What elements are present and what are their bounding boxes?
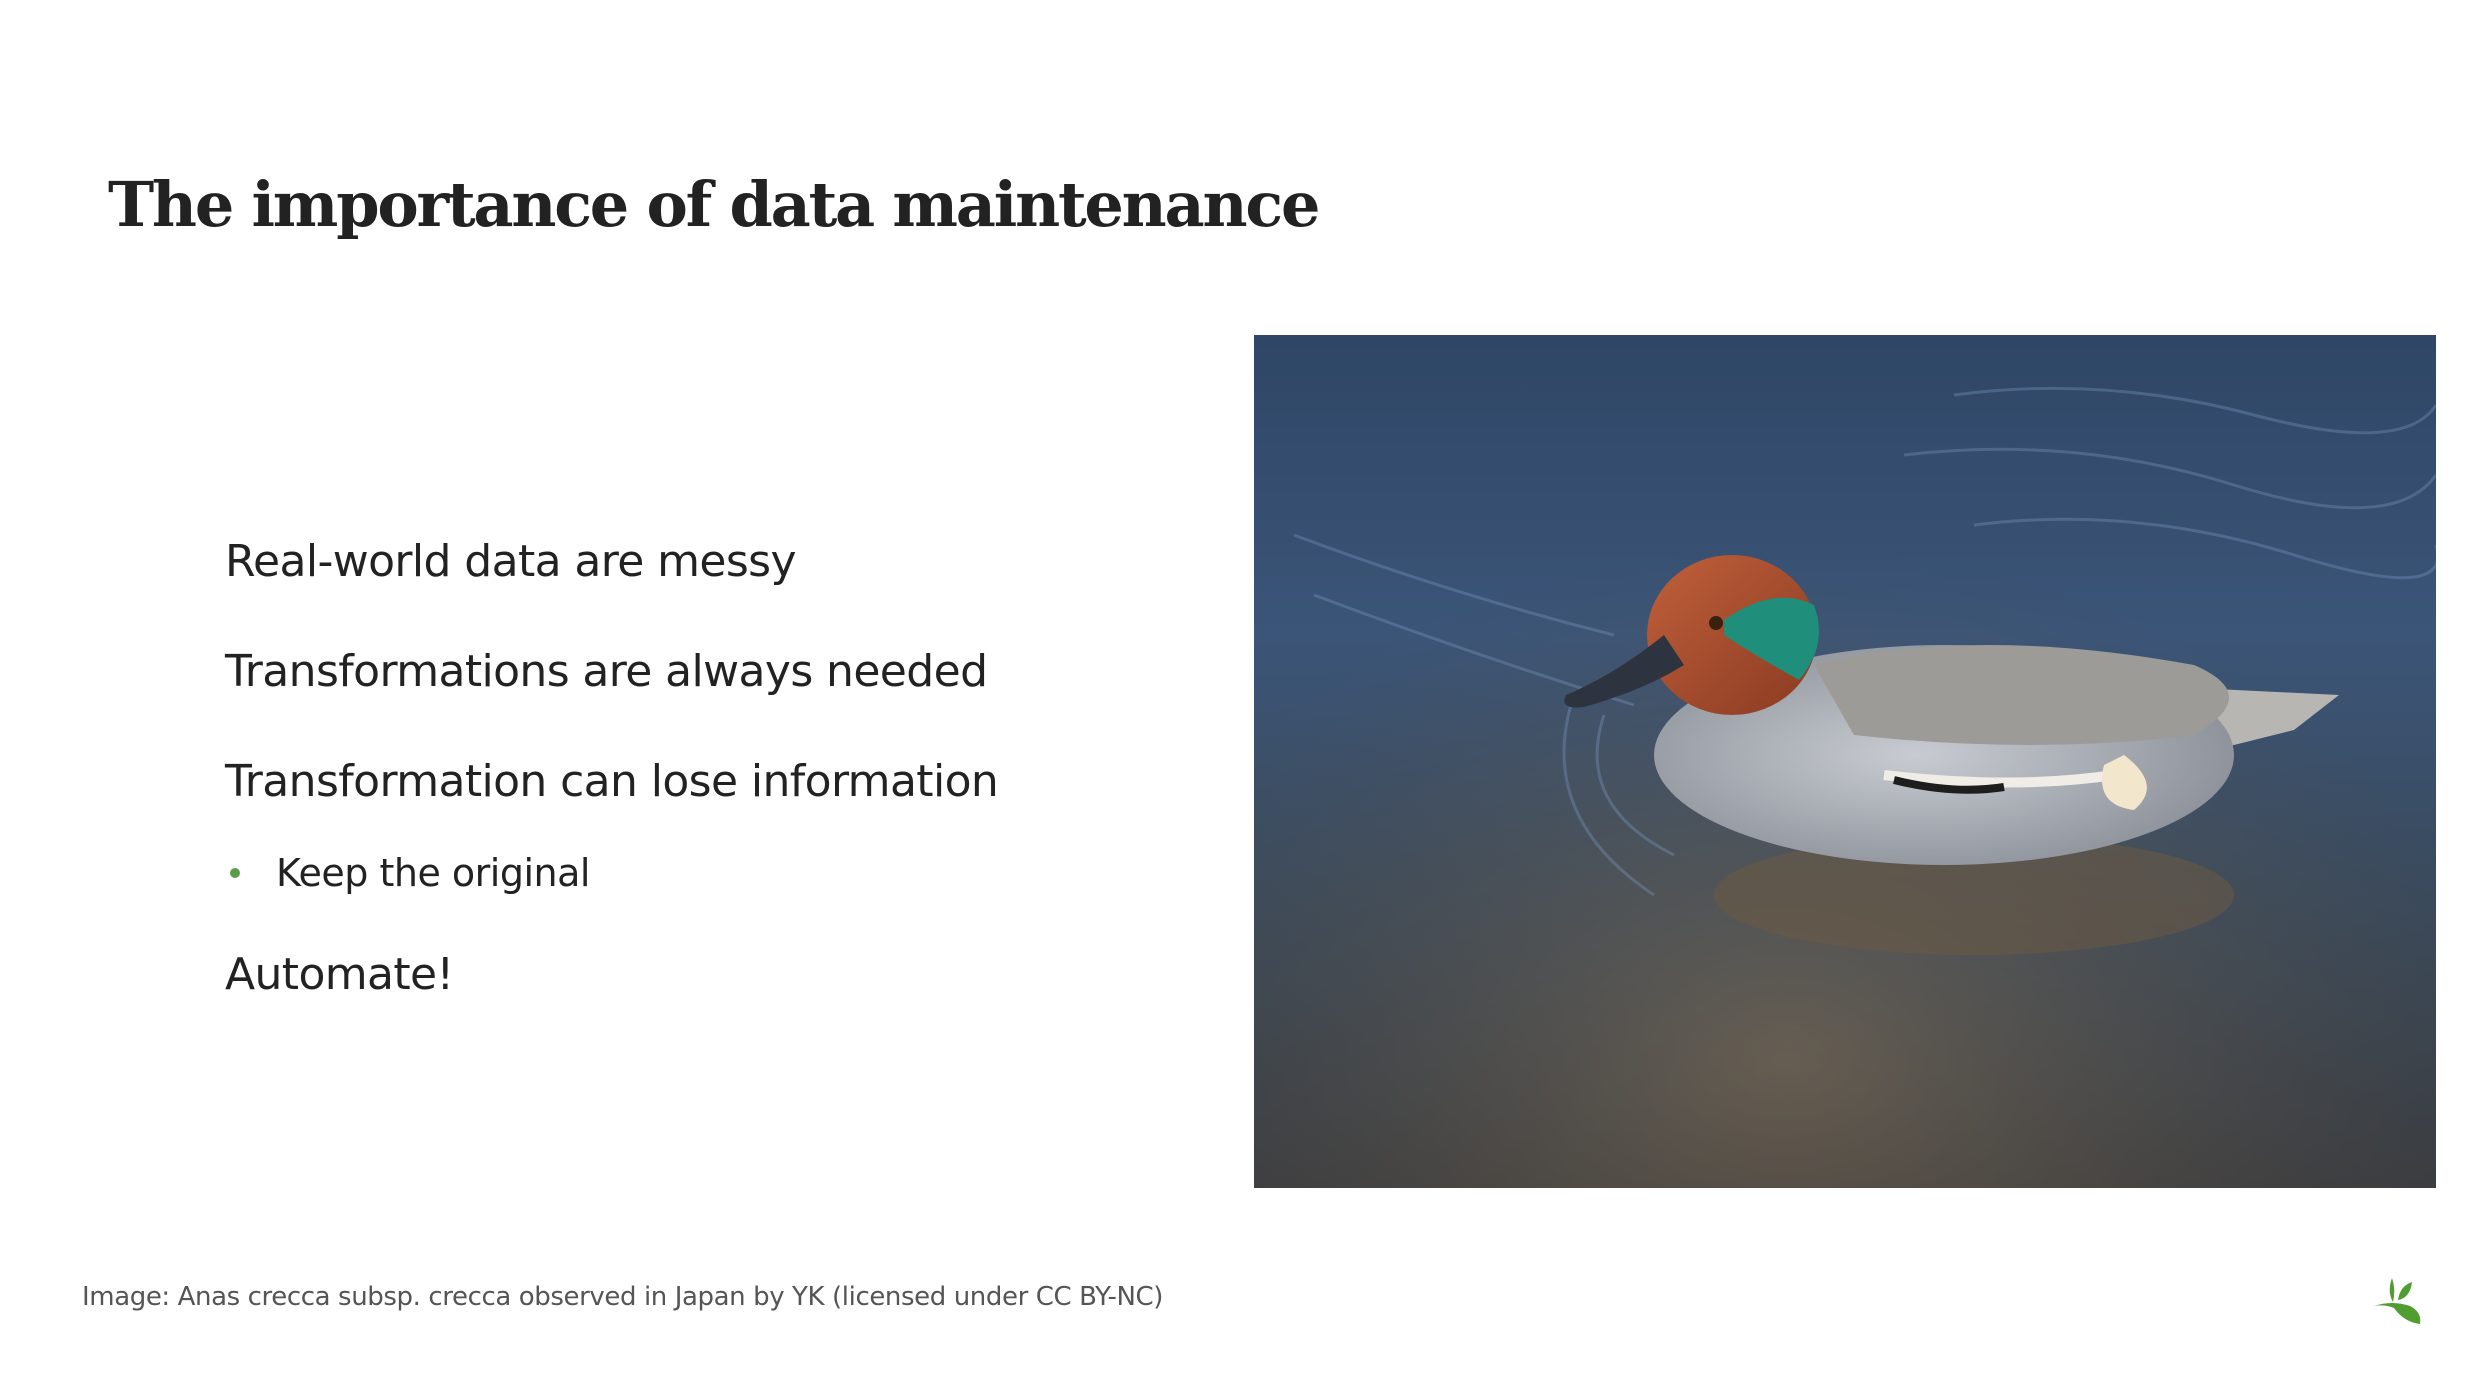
duck-photo — [1254, 335, 2436, 1188]
bullet-point: Transformation can lose information — [225, 756, 999, 807]
sub-bullet-text: Keep the original — [276, 851, 590, 895]
leaf-sprout-icon — [2372, 1276, 2424, 1324]
sub-bullet-point — [230, 851, 590, 895]
bullet-point: Real-world data are messy — [225, 536, 796, 587]
bullet-point: Transformations are always needed — [225, 646, 988, 697]
slide-title: The importance of data maintenance — [108, 168, 1319, 241]
bullet-dot-icon — [230, 868, 240, 878]
bullet-point: Automate! — [225, 949, 454, 1000]
photo-duck — [1254, 335, 2436, 1188]
image-caption: Image: Anas crecca subsp. crecca observed in Japan by YK (licensed under CC BY-NC) — [82, 1282, 1164, 1312]
